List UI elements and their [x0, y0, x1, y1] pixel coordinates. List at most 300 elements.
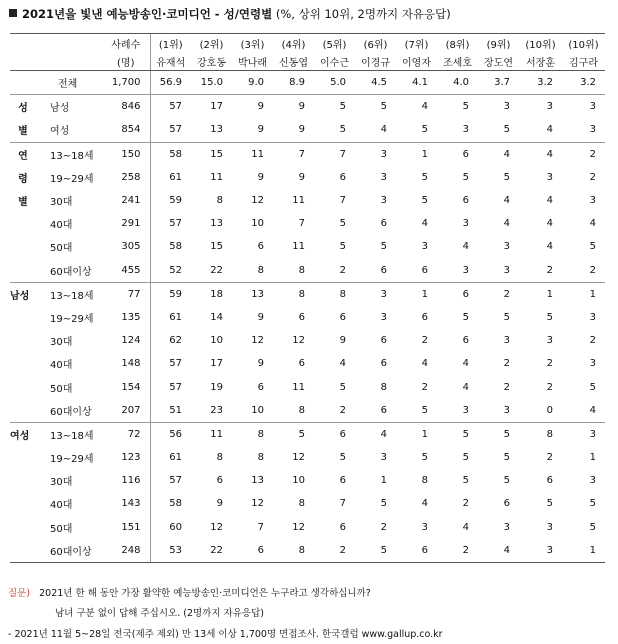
- value-cell: 3: [546, 171, 553, 183]
- value-cell: 12: [292, 521, 305, 533]
- subgroup-label: 60대이상: [50, 266, 92, 278]
- value-cell: 5: [421, 452, 428, 464]
- value-cell: 7: [314, 142, 355, 166]
- name-header: 서장훈: [519, 52, 562, 71]
- value-cell: 6: [437, 282, 478, 306]
- value-cell: 6: [298, 311, 305, 323]
- value-cell: 5: [462, 475, 469, 487]
- rank-header: (1위): [150, 34, 191, 53]
- value-cell: 14: [210, 311, 223, 323]
- table-row: [10, 399, 605, 423]
- value-cell: 6: [421, 264, 428, 276]
- subgroup-label: 여성: [50, 126, 70, 138]
- value-cell: 17: [210, 358, 223, 370]
- value-cell: 4: [355, 422, 396, 446]
- group-label: 별: [18, 126, 28, 138]
- value-cell: 3: [519, 539, 562, 563]
- value-cell: 6: [216, 475, 223, 487]
- value-cell: 3: [589, 195, 596, 207]
- value-cell: 5: [503, 171, 510, 183]
- value-cell: 4: [546, 241, 553, 253]
- value-cell: 1: [396, 142, 437, 166]
- value-cell: 5: [503, 311, 510, 323]
- rank-header: (5위): [314, 34, 355, 53]
- table-row: [10, 446, 605, 469]
- value-cell: 5: [589, 521, 596, 533]
- value-cell: 5: [462, 452, 469, 464]
- value-cell: 1: [380, 475, 387, 487]
- value-cell: 8: [298, 498, 305, 510]
- value-cell: 5: [478, 422, 519, 446]
- table-row: [10, 492, 605, 515]
- value-cell: 4: [546, 218, 553, 230]
- value-cell: 6: [380, 358, 387, 370]
- value-cell: 5: [589, 381, 596, 393]
- value-cell: 9: [216, 498, 223, 510]
- value-cell: 3: [589, 311, 596, 323]
- group-label: [10, 446, 36, 469]
- sample-size: 123: [121, 452, 141, 464]
- value-cell: 2: [421, 381, 428, 393]
- subgroup-label: 60대이상: [36, 539, 102, 563]
- value-cell: 2: [339, 264, 346, 276]
- value-cell: 58: [150, 142, 191, 166]
- value-cell: 1: [589, 452, 596, 464]
- value-cell: 1: [519, 282, 562, 306]
- value-cell: 3: [503, 404, 510, 416]
- value-cell: 3: [562, 95, 605, 119]
- value-cell: 11: [232, 142, 273, 166]
- group-label: [10, 71, 36, 95]
- value-cell: 60: [150, 516, 191, 539]
- question-text: 2021년 한 해 동안 가장 활약한 예능방송인·코미디언은 누구라고 생각하십니까?: [39, 588, 371, 599]
- value-cell: 3: [355, 142, 396, 166]
- value-cell: 5: [421, 124, 428, 136]
- bullet-square-icon: [9, 9, 17, 17]
- value-cell: 7: [257, 521, 264, 533]
- value-cell: 2: [503, 358, 510, 370]
- group-label: [10, 375, 36, 398]
- value-cell: 4: [380, 124, 387, 136]
- sample-size: 77: [102, 282, 150, 306]
- value-cell: 10: [251, 404, 264, 416]
- value-cell: 9: [298, 171, 305, 183]
- value-cell: 9: [257, 311, 264, 323]
- name-header: 유재석: [150, 52, 191, 71]
- value-cell: 5: [421, 404, 428, 416]
- value-cell: 2: [421, 335, 428, 347]
- value-cell: 15.0: [200, 77, 223, 89]
- value-cell: 11: [210, 171, 223, 183]
- value-cell: 5: [546, 498, 553, 510]
- subgroup-label: 60대이상: [50, 406, 92, 418]
- group-label: 여성: [10, 422, 36, 446]
- value-cell: 13: [210, 124, 223, 136]
- name-header: 장도연: [478, 52, 519, 71]
- value-cell: 6: [421, 311, 428, 323]
- value-cell: 61: [150, 306, 191, 329]
- table-row: [10, 375, 605, 398]
- subgroup-label: 40대: [50, 360, 73, 372]
- value-cell: 57: [150, 469, 191, 492]
- rank-header: (10위): [519, 34, 562, 53]
- value-cell: 5: [589, 241, 596, 253]
- value-cell: 6: [298, 358, 305, 370]
- table-row: [10, 189, 605, 212]
- value-cell: 9.0: [248, 77, 264, 89]
- table-row: [10, 352, 605, 375]
- value-cell: 57: [150, 95, 191, 119]
- value-cell: 5: [355, 539, 396, 563]
- rank-header: (4위): [273, 34, 314, 53]
- sample-size: 241: [121, 195, 141, 207]
- subgroup-label: 50대: [50, 383, 73, 395]
- value-cell: 3: [462, 404, 469, 416]
- value-cell: 8: [216, 452, 223, 464]
- value-cell: 5: [421, 171, 428, 183]
- value-cell: 6: [232, 539, 273, 563]
- value-cell: 59: [150, 189, 191, 212]
- value-cell: 5: [339, 241, 346, 253]
- group-label: [10, 259, 36, 283]
- value-cell: 0: [546, 404, 553, 416]
- sample-size: 151: [121, 521, 141, 533]
- value-cell: 2: [589, 171, 596, 183]
- rank-header: (6위): [355, 34, 396, 53]
- value-cell: 3: [462, 264, 469, 276]
- subgroup-label: 19~29세: [50, 173, 94, 185]
- sample-size: 143: [121, 498, 141, 510]
- value-cell: 10: [251, 218, 264, 230]
- rank-header: (10위): [562, 34, 605, 53]
- rank-header: (7위): [396, 34, 437, 53]
- value-cell: 4: [519, 142, 562, 166]
- value-cell: 5: [314, 95, 355, 119]
- value-cell: 5: [339, 381, 346, 393]
- value-cell: 6: [339, 475, 346, 487]
- value-cell: 4.1: [412, 77, 428, 89]
- sample-size: 258: [121, 171, 141, 183]
- name-header: 이경규: [355, 52, 396, 71]
- value-cell: 3: [462, 124, 469, 136]
- value-cell: 2: [589, 335, 596, 347]
- value-cell: 4.5: [371, 77, 387, 89]
- value-cell: 9: [257, 124, 264, 136]
- value-cell: 1: [562, 282, 605, 306]
- sample-label: 사례수: [102, 34, 150, 53]
- value-cell: 57: [150, 352, 191, 375]
- value-cell: 3: [589, 358, 596, 370]
- value-cell: 4.0: [453, 77, 469, 89]
- value-cell: 4: [396, 95, 437, 119]
- value-cell: 3.2: [580, 77, 596, 89]
- group-label: [10, 539, 36, 563]
- sample-size: 207: [121, 404, 141, 416]
- group-label: [10, 492, 36, 515]
- group-label: 별: [18, 197, 28, 209]
- table-row: [10, 329, 605, 352]
- value-cell: 58: [150, 492, 191, 515]
- group-label: 성: [10, 95, 36, 119]
- subgroup-label: 30대: [50, 477, 73, 489]
- name-header: 신동엽: [273, 52, 314, 71]
- value-cell: 3: [546, 335, 553, 347]
- value-cell: 15: [210, 241, 223, 253]
- value-cell: 4: [478, 142, 519, 166]
- value-cell: 3: [380, 311, 387, 323]
- value-cell: 15: [191, 142, 232, 166]
- value-cell: 7: [339, 195, 346, 207]
- value-cell: 7: [298, 218, 305, 230]
- value-cell: 12: [292, 335, 305, 347]
- rank-header: (2위): [191, 34, 232, 53]
- rank-header: (9위): [478, 34, 519, 53]
- value-cell: 5: [437, 95, 478, 119]
- value-cell: 57: [150, 118, 191, 142]
- value-cell: 3: [562, 422, 605, 446]
- survey-table: [10, 33, 605, 563]
- value-cell: 3: [380, 195, 387, 207]
- table-row: [10, 118, 605, 142]
- sample-size: 248: [102, 539, 150, 563]
- group-label: [10, 352, 36, 375]
- sample-size: 455: [121, 264, 141, 276]
- value-cell: 3.2: [537, 77, 553, 89]
- value-cell: 22: [191, 539, 232, 563]
- value-cell: 7: [339, 498, 346, 510]
- table-row: [10, 95, 605, 119]
- table-row: [10, 306, 605, 329]
- sample-size: 291: [121, 218, 141, 230]
- value-cell: 5: [355, 95, 396, 119]
- value-cell: 13: [210, 218, 223, 230]
- value-cell: 3.7: [494, 77, 510, 89]
- value-cell: 3: [503, 241, 510, 253]
- value-cell: 1: [396, 282, 437, 306]
- value-cell: 12: [292, 452, 305, 464]
- subgroup-label: 40대: [50, 500, 73, 512]
- value-cell: 4: [462, 241, 469, 253]
- value-cell: 12: [251, 335, 264, 347]
- subgroup-label: 40대: [50, 220, 73, 232]
- group-label: [10, 306, 36, 329]
- value-cell: 6: [380, 264, 387, 276]
- table-row: [10, 235, 605, 258]
- value-cell: 3: [421, 241, 428, 253]
- value-cell: 4: [546, 195, 553, 207]
- subgroup-label: 19~29세: [50, 313, 94, 325]
- value-cell: 9: [339, 335, 346, 347]
- value-cell: 9: [257, 171, 264, 183]
- value-cell: 6: [380, 218, 387, 230]
- value-cell: 4: [339, 358, 346, 370]
- value-cell: 4: [462, 381, 469, 393]
- value-cell: 5: [503, 452, 510, 464]
- value-cell: 6: [339, 311, 346, 323]
- value-cell: 5: [339, 452, 346, 464]
- subgroup-label: 13~18세: [36, 422, 102, 446]
- subgroup-label: 19~29세: [50, 454, 94, 466]
- value-cell: 4: [478, 539, 519, 563]
- value-cell: 8: [232, 422, 273, 446]
- table-row: [10, 212, 605, 235]
- value-cell: 23: [210, 404, 223, 416]
- value-cell: 6: [546, 475, 553, 487]
- value-cell: 3: [503, 335, 510, 347]
- title-sub: (%, 상위 10위, 2명까지 자유응답): [275, 7, 451, 21]
- rank-header: (3위): [232, 34, 273, 53]
- value-cell: 8: [519, 422, 562, 446]
- value-cell: 51: [150, 399, 191, 423]
- value-cell: 59: [150, 282, 191, 306]
- subgroup-label: 13~18세: [36, 282, 102, 306]
- value-cell: 3: [589, 124, 596, 136]
- value-cell: 8: [380, 381, 387, 393]
- value-cell: 6: [462, 195, 469, 207]
- value-cell: 11: [292, 241, 305, 253]
- name-header: 이영자: [396, 52, 437, 71]
- subgroup-label: 전체: [58, 79, 78, 91]
- table-row: [10, 71, 605, 95]
- value-cell: 6: [257, 241, 264, 253]
- name-header: 김구라: [562, 52, 605, 71]
- value-cell: 6: [503, 498, 510, 510]
- value-cell: 3: [478, 95, 519, 119]
- value-cell: 2: [546, 358, 553, 370]
- value-cell: 17: [191, 95, 232, 119]
- value-cell: 6: [339, 171, 346, 183]
- value-cell: 57: [150, 212, 191, 235]
- value-cell: 7: [273, 142, 314, 166]
- table-row: [10, 142, 605, 166]
- group-label: [10, 329, 36, 352]
- value-cell: 4: [503, 218, 510, 230]
- value-cell: 12: [251, 498, 264, 510]
- value-cell: 5: [339, 124, 346, 136]
- value-cell: 2: [589, 264, 596, 276]
- value-cell: 3: [462, 218, 469, 230]
- value-cell: 5: [462, 311, 469, 323]
- value-cell: 5.0: [330, 77, 346, 89]
- value-cell: 3: [589, 475, 596, 487]
- footer-source: - 2021년 11월 5~28일 전국(제주 제외) 만 13세 이상 1,700명 면접조사. 한국갤럽 www.gallup.co.kr: [8, 629, 443, 640]
- value-cell: 6: [380, 335, 387, 347]
- table-row: [10, 539, 605, 563]
- value-cell: 61: [150, 446, 191, 469]
- group-label: [10, 235, 36, 258]
- group-label: [10, 469, 36, 492]
- value-cell: 8: [273, 282, 314, 306]
- table-row: [10, 166, 605, 189]
- value-cell: 3: [380, 171, 387, 183]
- value-cell: 1: [396, 422, 437, 446]
- value-cell: 18: [191, 282, 232, 306]
- table-body: [10, 34, 605, 563]
- group-label: [10, 399, 36, 423]
- value-cell: 11: [191, 422, 232, 446]
- value-cell: 53: [150, 539, 191, 563]
- value-cell: 12: [251, 195, 264, 207]
- value-cell: 6: [437, 142, 478, 166]
- value-cell: 8: [298, 404, 305, 416]
- footer-question: [8, 585, 371, 599]
- value-cell: 8: [314, 282, 355, 306]
- subgroup-label: 30대: [50, 197, 73, 209]
- value-cell: 4: [546, 124, 553, 136]
- value-cell: 13: [232, 282, 273, 306]
- value-cell: 9: [273, 95, 314, 119]
- value-cell: 19: [210, 381, 223, 393]
- sample-size: 854: [121, 124, 141, 136]
- value-cell: 3: [421, 521, 428, 533]
- value-cell: 6: [380, 404, 387, 416]
- value-cell: 2: [380, 521, 387, 533]
- rank-header: (8위): [437, 34, 478, 53]
- table-title: [9, 6, 451, 22]
- value-cell: 2: [478, 282, 519, 306]
- value-cell: 2: [546, 264, 553, 276]
- value-cell: 2: [339, 404, 346, 416]
- value-cell: 58: [150, 235, 191, 258]
- value-cell: 3: [355, 282, 396, 306]
- value-cell: 2: [462, 498, 469, 510]
- value-cell: 5: [380, 498, 387, 510]
- value-cell: 9: [232, 95, 273, 119]
- value-cell: 2: [562, 142, 605, 166]
- subgroup-label: 30대: [50, 337, 73, 349]
- value-cell: 4: [589, 218, 596, 230]
- value-cell: 9: [298, 124, 305, 136]
- table-row: [10, 259, 605, 283]
- value-cell: 12: [210, 521, 223, 533]
- value-cell: 8: [298, 264, 305, 276]
- subgroup-label: 50대: [50, 523, 73, 535]
- value-cell: 3: [503, 521, 510, 533]
- value-cell: 13: [251, 475, 264, 487]
- value-cell: 6: [462, 335, 469, 347]
- group-label: 연: [10, 142, 36, 166]
- value-cell: 5: [546, 311, 553, 323]
- value-cell: 5: [380, 241, 387, 253]
- sample-size: 1,700: [111, 77, 141, 89]
- sample-size: 116: [121, 475, 141, 487]
- value-cell: 57: [150, 375, 191, 398]
- value-cell: 5: [589, 498, 596, 510]
- value-cell: 2: [503, 381, 510, 393]
- value-cell: 2: [546, 452, 553, 464]
- value-cell: 2: [546, 381, 553, 393]
- value-cell: 52: [150, 259, 191, 283]
- value-cell: 5: [421, 195, 428, 207]
- value-cell: 22: [210, 264, 223, 276]
- name-header: 이수근: [314, 52, 355, 71]
- value-cell: 4: [462, 521, 469, 533]
- subgroup-label: 13~18세: [36, 142, 102, 166]
- sample-size: 846: [102, 95, 150, 119]
- value-cell: 62: [150, 329, 191, 352]
- sample-size: 148: [121, 358, 141, 370]
- value-cell: 4: [462, 358, 469, 370]
- sample-size: 154: [121, 381, 141, 393]
- value-cell: 11: [292, 381, 305, 393]
- value-cell: 8: [257, 264, 264, 276]
- name-header: 박나래: [232, 52, 273, 71]
- value-cell: 11: [292, 195, 305, 207]
- value-cell: 3: [380, 452, 387, 464]
- value-cell: 4: [589, 404, 596, 416]
- value-cell: 8: [257, 452, 264, 464]
- value-cell: 3: [519, 95, 562, 119]
